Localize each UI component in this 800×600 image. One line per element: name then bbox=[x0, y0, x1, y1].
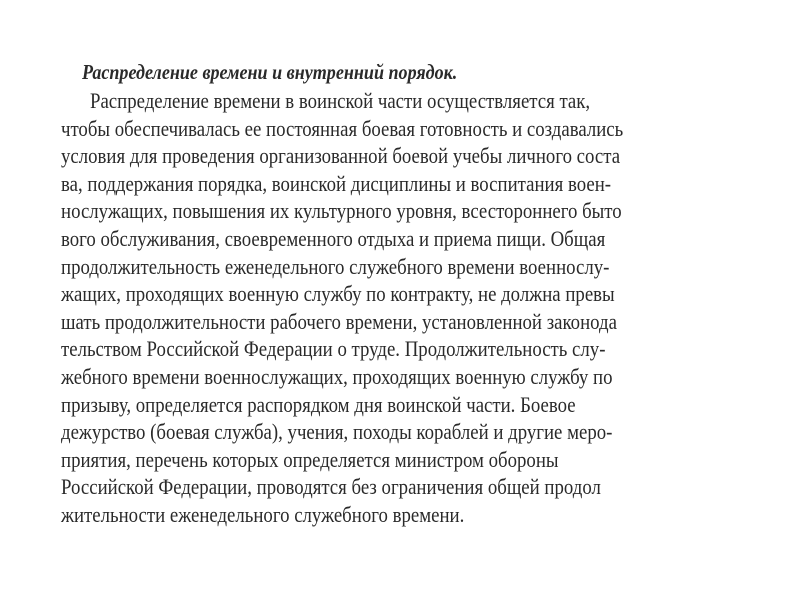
body-line: призыву, определяется распорядком дня воинской части. Боевое bbox=[61, 391, 576, 417]
body-line: продолжительность еженедельного служебного времени военнослу- bbox=[61, 253, 610, 279]
body-line: Российской Федерации, проводятся без ограничения общей продол bbox=[61, 474, 601, 500]
body-line: приятия, перечень которых определяется министром обороны bbox=[61, 446, 559, 472]
body-line: жащих, проходящих военную службу по контракту, не должна превы bbox=[61, 281, 615, 307]
body-line: чтобы обеспечивалась ее постоянная боевая готовность и создавались bbox=[61, 115, 624, 141]
body-line: ва, поддержания порядка, воинской дисциплины и воспитания воен- bbox=[61, 170, 612, 196]
body-line: условия для проведения организованной боевой учебы личного соста bbox=[61, 143, 621, 169]
body-line: шать продолжительности рабочего времени, установленной законода bbox=[61, 308, 617, 334]
body-line: тельством Российской Федерации о труде. Продолжительность слу- bbox=[61, 336, 606, 362]
body-line: Распределение времени в воинской части осуществляется так, bbox=[90, 88, 591, 113]
body-line: дежурство (боевая служба), учения, походы кораблей и другие меро- bbox=[61, 419, 613, 445]
slide-title: Распределение времени и внутренний порядок. bbox=[82, 60, 458, 84]
body-line: жебного времени военнослужащих, проходящих военную службу по bbox=[61, 364, 613, 389]
body-line: жительности еженедельного служебного времени. bbox=[61, 502, 465, 527]
body-line: вого обслуживания, своевременного отдыха и приема пищи. Общая bbox=[61, 226, 606, 251]
body-line: нослужащих, повышения их культурного уровня, всестороннего быто bbox=[61, 198, 622, 224]
